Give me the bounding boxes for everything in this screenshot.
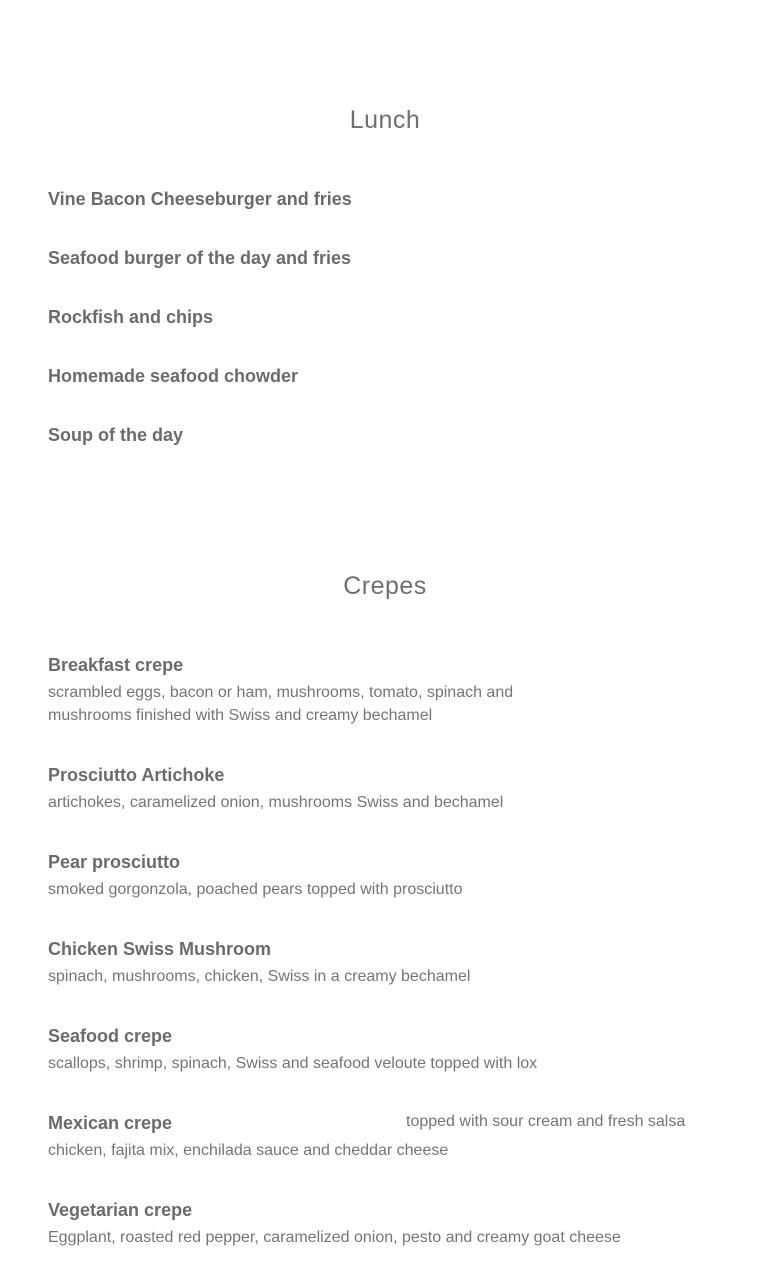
crepe-item-description: chicken, fajita mix, enchilada sauce and cheddar cheese [48,1142,449,1159]
lunch-section-title: Lunch [349,106,421,134]
crepe-item-name: Chicken Swiss Mushroom [48,939,272,959]
crepe-item-name: Vegetarian crepe [48,1200,193,1220]
crepe-item-name: Mexican crepe [48,1113,173,1133]
crepe-item-description: scrambled eggs, bacon or ham, mushrooms, tomato, spinach and mushrooms finished with Swiss and creamy bechamel [48,684,514,724]
lunch-item-name: Homemade seafood chowder [48,366,299,386]
lunch-item-name: Rockfish and chips [48,307,214,327]
crepe-item-description: Eggplant, roasted red pepper, caramelized onion, pesto and creamy goat cheese [48,1229,621,1246]
crepe-item-name: Breakfast crepe [48,655,184,675]
crepe-item-description: artichokes, caramelized onion, mushrooms Swiss and bechamel [48,794,504,811]
lunch-item-name: Vine Bacon Cheeseburger and fries [48,189,352,209]
crepe-item-side-note: topped with sour cream and fresh salsa [406,1113,686,1130]
crepes-section-title: Crepes [343,572,427,600]
crepe-item-description: spinach, mushrooms, chicken, Swiss in a creamy bechamel [48,968,471,985]
crepe-item-name: Prosciutto Artichoke [48,765,225,785]
lunch-item-name: Soup of the day [48,425,183,445]
lunch-item-name: Seafood burger of the day and fries [48,248,352,268]
crepe-item-description: smoked gorgonzola, poached pears topped with prosciutto [48,881,463,898]
crepe-item-name: Pear prosciutto [48,852,181,872]
crepe-item-description: scallops, shrimp, spinach, Swiss and seafood veloute topped with lox [48,1055,538,1072]
crepe-item-name: Seafood crepe [48,1026,173,1046]
